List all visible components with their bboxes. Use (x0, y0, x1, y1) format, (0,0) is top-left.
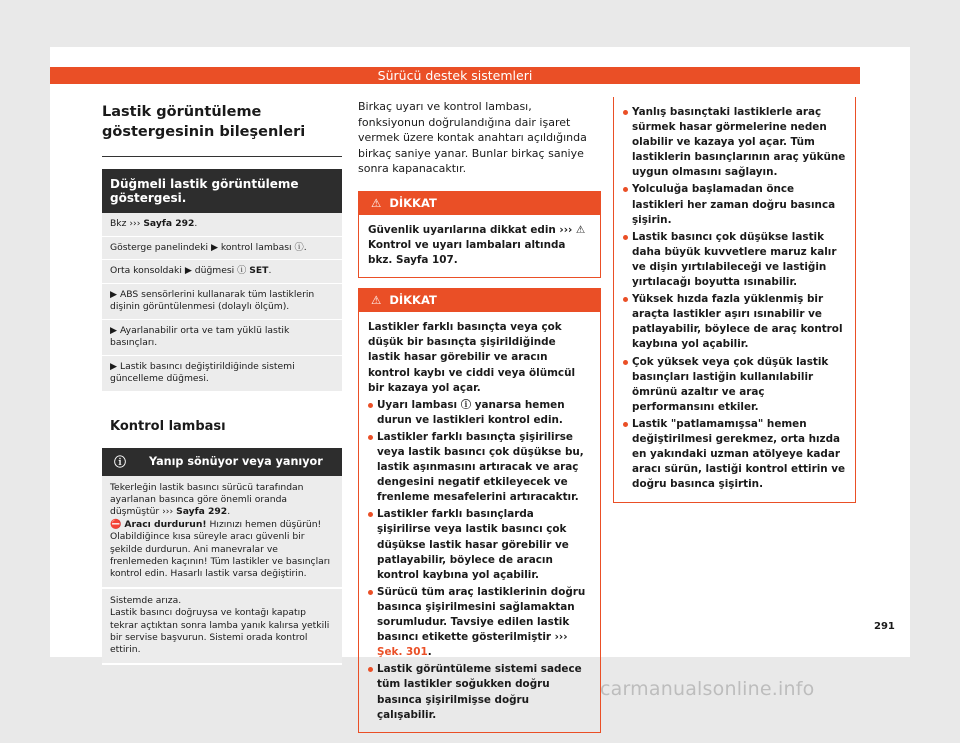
section-title: Lastik görüntüleme göstergesinin bileşenleri (102, 104, 306, 140)
middle-column (358, 99, 601, 743)
warning-bullet: Uyarı lambası ⓘ yanarsa hemen durun ve lastikleri kontrol edin. (368, 398, 591, 428)
page-ref: Sayfa 292 (176, 506, 228, 518)
row-suffix: . (303, 241, 307, 253)
warning-bullet: Yanlış basınçtaki lastiklerle araç sürmek hasar görmelerine neden olabilir ve kazaya yol açar. Tüm lastiklerin basınçlarının araç yüküne uygun olmasını sağlayın. (623, 105, 846, 180)
stop-bold: Aracı durdurun! (124, 518, 207, 530)
warning-bullet: Yolculuğa başlamadan önce lastikleri her zaman doğru basınca şişirin. (623, 182, 846, 227)
lamp-info-box-1 (102, 476, 342, 589)
warning-body-2 (359, 312, 600, 731)
stop-text: Hızınızı hemen düşürün! Olabildiğince kısa süreyle aracı güvenli bir şekilde durdurun. Ani manevralar ve frenlemeden kaçının! Tüm lastikler ve basınçları kontrol edin. Hasarlı lastik varsa değiştirin. (110, 518, 331, 580)
warning-triangle-icon: ⚠ (371, 195, 382, 210)
bullet-text: Sürücü tüm araç lastiklerinin doğru basınca şişirilmesini sağlamaktan sorumludur. Tavsiye edilen lastik basıncı etikette gösterilmiştir ››› (377, 585, 586, 644)
warning-header-1 (359, 192, 600, 215)
warning-bullet: Lastik görüntüleme sistemi sadece tüm lastikler soğukken doğru basınca şişirilmişse doğru çalışabilir. (368, 662, 591, 722)
row-bold: Sayfa 292 (143, 218, 195, 229)
warning-title: DİKKAT (389, 293, 437, 308)
warning-triangle-icon: ⚠ (371, 293, 382, 308)
continuation-body (623, 105, 846, 492)
info-row (102, 320, 342, 356)
warning-bullet: Yüksek hızda fazla yüklenmiş bir araçta lastikler aşırı ısınabilir ve patlayabilir, böylece de araç kontrol kaybına yol açabilir. (623, 292, 846, 352)
warning-continuation (613, 97, 856, 503)
chapter-header: Sürücü destek sistemleri (50, 67, 860, 84)
row-bold: SET (249, 265, 269, 276)
row-text: Orta konsoldaki ▶ düğmesi ⓘ (110, 265, 250, 276)
left-column (102, 102, 342, 665)
row-text: Gösterge panelindeki ▶ kontrol lambası ⓘ (110, 241, 304, 253)
info-row (102, 284, 342, 320)
warning-header-2 (359, 289, 600, 312)
warning-body-1: Güvenlik uyarılarına dikkat edin ››› ⚠ Kontrol ve uyarı lambaları altında bkz. Sayfa 107. (368, 223, 586, 267)
info-rows (102, 213, 342, 392)
info-row (102, 237, 342, 261)
stop-icon: ⛔ (110, 518, 122, 530)
ref-end: . (427, 646, 432, 659)
row-text: ▶ ABS sensörlerini kullanarak tüm lastiklerin dişinin görüntülenmesi (dolaylı ölçüm). (110, 288, 315, 312)
warning-bullet: Lastik basıncı çok düşükse lastik daha büyük kuvvetlere maruz kalır ve dişin yırtılabileceği ve lastiğin yırtılacağı boyutta ısınabilir. (623, 230, 846, 290)
warning-intro: Lastikler farklı basınçta veya çok düşük bir basınçta şişirildiğinde lastik hasar görebilir ve aracın kontrol kaybı ve ciddi veya ölümcül bir kazaya yol açar. (368, 321, 576, 394)
row-suffix: . (268, 265, 272, 276)
lamp-title: Kontrol lambası (110, 418, 226, 434)
info-row (102, 356, 342, 392)
fault-text: Lastik basıncı doğruysa ve kontağı kapatıp tekrar açtıktan sonra lamba yanık kalırsa yetkili bir servise başvurun. Sistemi orada kontrol ettirin. (110, 607, 330, 656)
warning-box-1 (358, 191, 601, 278)
lamp-info-box-2 (102, 589, 342, 665)
warning-bullet: Lastik "patlamamışsa" hemen değiştirilmesi gerekmez, orta hızda en yakındaki uzman atölyeye kadar aracı sürün, lastiği kontrol ettirin ve doğru basınca şişirtin. (623, 417, 846, 492)
section-rule (102, 156, 342, 157)
warning-bullet: Lastikler farklı basınçlarda şişirilirse veya lastik basıncı çok düşükse lastik hasar görebilir ve patlayabilir, böylece de aracın kontrol kaybına yol açabilir. (368, 507, 591, 582)
row-text: Bkz ››› (110, 218, 144, 229)
row-text: ▶ Lastik basıncı değiştirildiğinde sistemi güncelleme düğmesi. (110, 360, 295, 384)
info-row (102, 260, 342, 284)
ref-end: . (227, 506, 231, 518)
page-number: 291 (874, 621, 895, 632)
row-suffix: . (194, 218, 198, 229)
row-text: ▶ Ayarlanabilir orta ve tam yüklü lastik basınçları. (110, 324, 290, 348)
tire-pressure-icon: ⓘ (114, 454, 127, 469)
warning-bullet: Çok yüksek veya çok düşük lastik basınçları lastiğin kullanılabilir ömrünü azaltır ve araç performansını etkiler. (623, 355, 846, 415)
warning-title: DİKKAT (389, 195, 437, 210)
lamp-status-label: Yanıp sönüyor veya yanıyor (149, 454, 323, 468)
lamp-info-text: Tekerleğin lastik basıncı sürücü tarafından ayarlanan basınca göre önemli oranda düşmüştür ››› (110, 481, 304, 518)
button-header: Düğmeli lastik görüntüleme göstergesi. (102, 169, 342, 213)
lamp-status-header (102, 448, 342, 476)
warning-bullet: Lastikler farklı basınçta şişirilirse veya lastik basıncı çok düşükse bu, lastik aşınmasını artıracak ve araç dengesini negatif etkileyecek ve frenleme mesafelerini artıracaktır. (368, 430, 591, 505)
info-row (102, 213, 342, 237)
figure-ref[interactable]: Şek. 301 (377, 646, 428, 659)
watermark: carmanualsonline.info (600, 678, 815, 700)
warning-box-2 (358, 288, 601, 732)
intro-paragraph: Birkaç uyarı ve kontrol lambası, fonksiyonun doğrulandığına dair işaret vermek üzere kontak anahtarı açıldığında birkaç saniye yanar. Bunlar birkaç saniye sonra kapanacaktır. (358, 100, 587, 176)
fault-line: Sistemde arıza. (110, 594, 182, 606)
warning-bullet (368, 585, 591, 660)
